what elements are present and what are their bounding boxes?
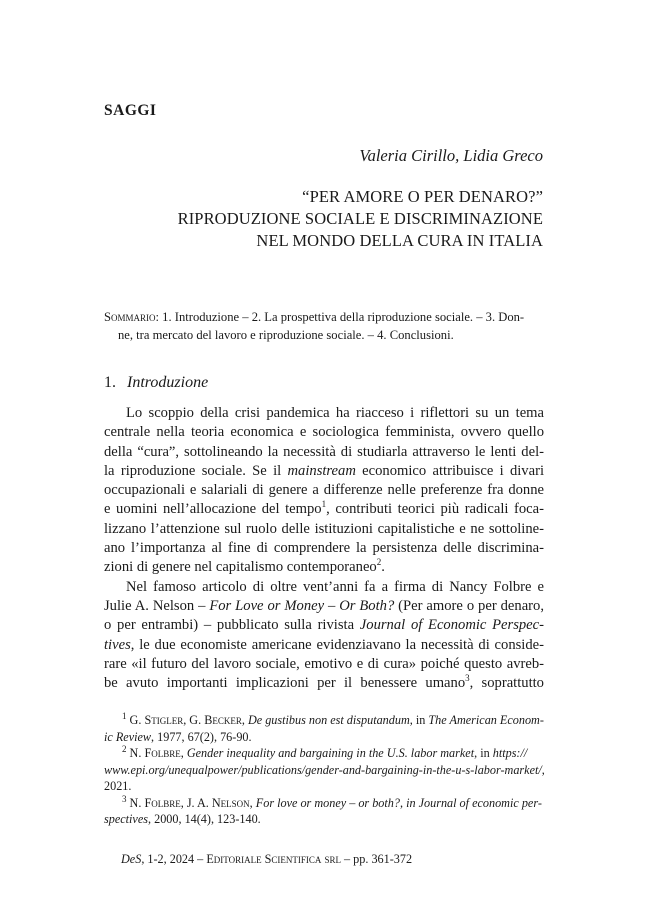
- p1-line: e uomini nell’allocazione del tempo$^1$, contributi teorici più radicali foca-: [104, 499, 544, 518]
- p1-line: centrale nella teoria economica e sociologica femminista, ovvero quello: [104, 424, 544, 441]
- article-title-ref: For Love or Money – Or Both?: [209, 597, 395, 614]
- article-title: [63, 186, 543, 252]
- title-line-2: RIPRODUZIONE SOCIALE E DISCRIMINAZIONE: [177, 209, 543, 228]
- footnote-3: $^3$ N. Folbre, J. A. Nelson, For love or money – or both?, in Journal of economic per-: [122, 793, 542, 810]
- section-heading: [104, 374, 208, 392]
- p1-line: della “cura”, sottolineando la necessità di studiarla attraverso le lenti del-: [104, 443, 544, 460]
- p1-line: occupazionali e salariali di genere a differenze nelle preferenze fra donne: [104, 482, 544, 499]
- footnotes: [104, 712, 544, 828]
- summary: [104, 308, 558, 344]
- footer-issue: , 1-2, 2024 –: [141, 852, 207, 866]
- section-number: 1.: [104, 374, 116, 391]
- footnote-3-cont: spectives, 2000, 14(4), 123-140.: [104, 812, 261, 826]
- summary-line-1: 1. Introduzione – 2. La prospettiva della riproduzione sociale. – 3. Don-: [159, 310, 525, 324]
- section-label: SAGGI: [104, 102, 157, 119]
- p1-line: ano l’importanza al fine di comprendere la persistenza delle discrimina-: [104, 540, 544, 557]
- footnote-2-year: 2021.: [104, 779, 132, 793]
- p2-line: o per entrambi) – pubblicato sulla rivista Journal of Economic Perspec-: [104, 617, 544, 634]
- summary-label: Sommario:: [104, 310, 160, 324]
- p2-line: rare «il futuro del lavoro sociale, emotivo e di cura» poiché questo avreb-: [104, 655, 544, 672]
- footnote-2: $^2$ N. Folbre, Gender inequality and bargaining in the U.S. labor market, in https://: [122, 743, 528, 760]
- footer-pages: – pp. 361-372: [340, 852, 413, 866]
- article-authors: Valeria Cirillo, Lidia Greco: [359, 146, 543, 165]
- footnote-2-url-cont[interactable]: www.epi.org/unequalpower/publications/gender-and-bargaining-in-the-u-s-labor-market/: [104, 762, 542, 777]
- footer-journal: DeS: [121, 852, 142, 866]
- footnote-ref-2[interactable]: 2: [376, 557, 382, 568]
- body-text: [104, 404, 544, 693]
- p2-line: Nel famoso articolo di oltre vent’anni fa a firma di Nancy Folbre e: [126, 578, 544, 595]
- title-line-1: “PER AMORE O PER DENARO?”: [302, 187, 543, 206]
- title-line-3: NEL MONDO DELLA CURA IN ITALIA: [256, 231, 543, 250]
- footnote-2-url[interactable]: https://: [492, 746, 528, 760]
- section-title: Introduzione: [127, 374, 209, 391]
- footnote-1-cont: ic Review, 1977, 67(2), 76-90.: [104, 729, 252, 744]
- footnote-2-cont: www.epi.org/unequalpower/publications/gender-and-bargaining-in-the-u-s-labor-market/,: [104, 762, 545, 777]
- footnote-ref-1[interactable]: 1: [321, 499, 327, 510]
- p2-line: be avuto importanti implicazioni per il benessere umano$^3$, soprattutto: [104, 673, 544, 692]
- p2-line: tives, le due economiste americane evidenziavano la necessità di conside-: [104, 636, 544, 653]
- footer-publisher: Editoriale Scientifica srl: [206, 852, 341, 866]
- p1-line: la riproduzione sociale. Se il mainstream economico attribuisce i divari: [104, 462, 544, 479]
- summary-line-2: ne, tra mercato del lavoro e riproduzione sociale. – 4. Conclusioni.: [118, 328, 454, 342]
- emphasis-mainstream: mainstream: [287, 462, 356, 479]
- p2-line: Julie A. Nelson – For Love or Money – Or Both? (Per amore o per denaro,: [104, 597, 544, 614]
- paragraph-1: [104, 404, 544, 578]
- p1-line: Lo scoppio della crisi pandemica ha riacceso i riflettori su un tema: [126, 405, 544, 421]
- footnote-ref-3[interactable]: 3: [465, 673, 470, 684]
- journal-title-ref: Journal of Economic Perspec-: [359, 617, 544, 634]
- p1-line: lizzano l’attenzione sul ruolo delle istituzioni capitalistiche e ne sottoline-: [104, 520, 544, 537]
- footnote-1: $^1$ G. Stigler, G. Becker, De gustibus non est disputandum, in The American Econom-: [122, 710, 544, 727]
- page-footer: [121, 852, 412, 867]
- paragraph-2: [104, 578, 544, 694]
- p1-line: zioni di genere nel capitalismo contemporaneo$^2$.: [104, 557, 385, 576]
